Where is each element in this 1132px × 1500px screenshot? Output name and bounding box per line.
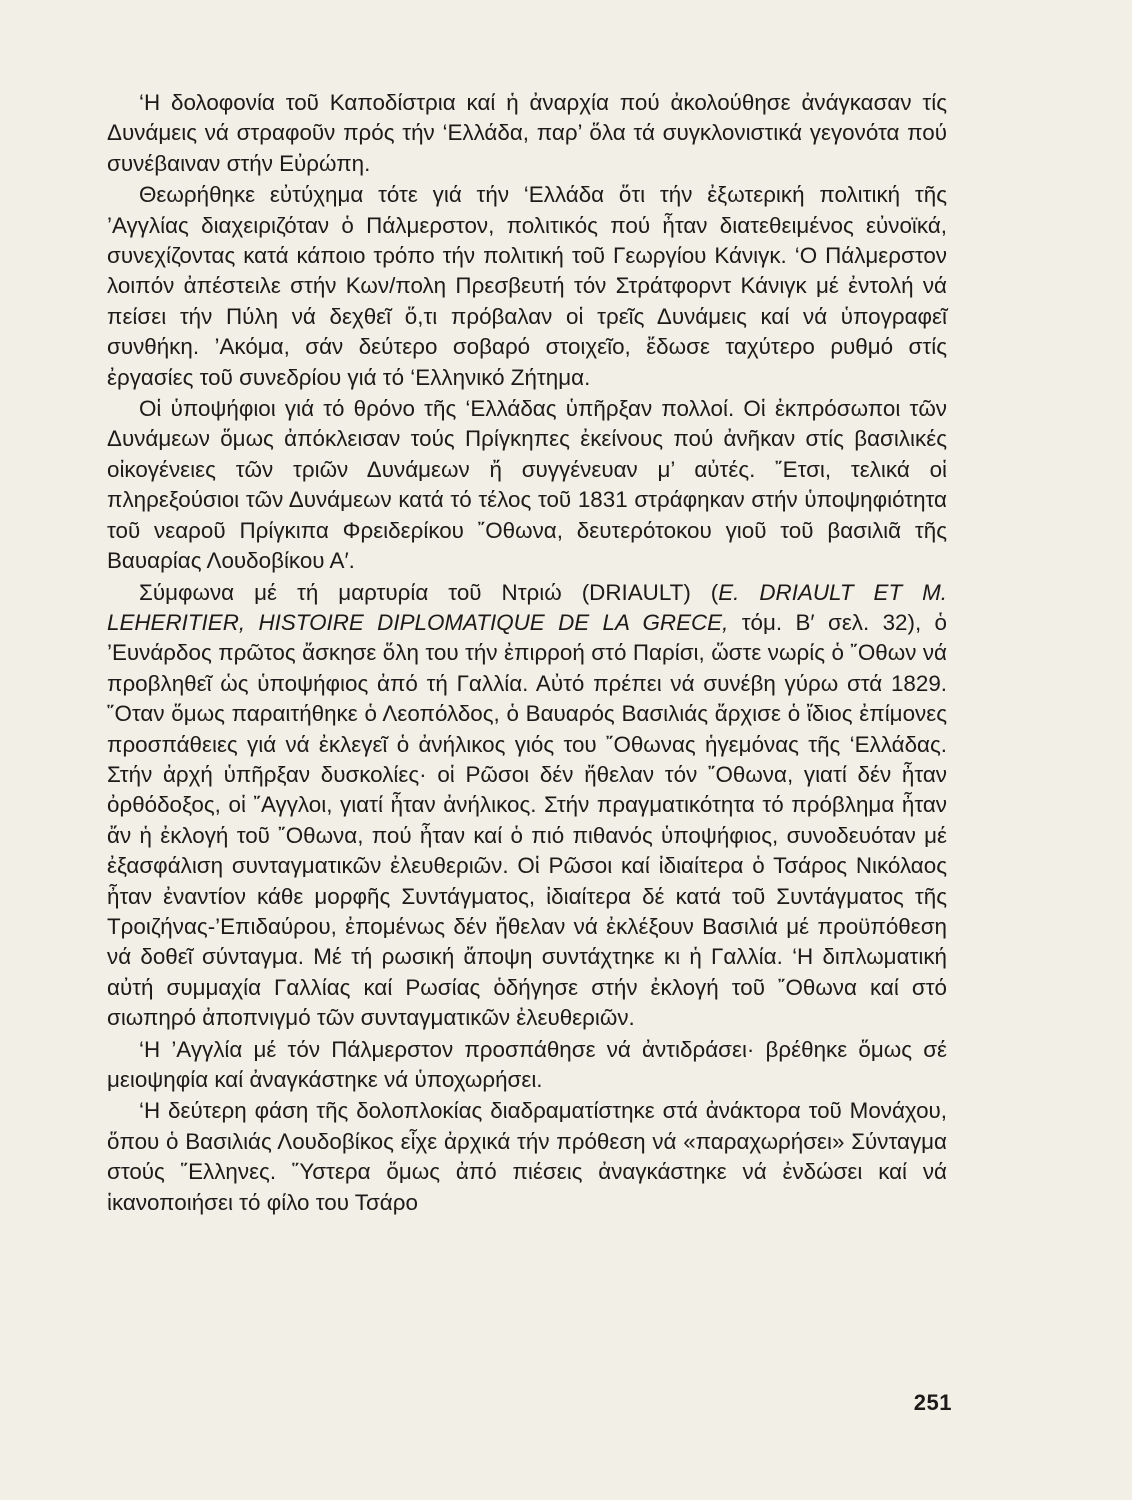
paragraph-palmerston-policy: Θεωρήθηκε εὐτύχημα τότε γιά τήν ‘Ελλάδα ὅτι τήν ἐξωτερική πολιτική τῆς ’Αγγλίας διαχειριζόταν ὁ Πάλμερστον, πολιτικός πού ἦταν διατεθειμένος εὐνοϊκά, συνεχίζοντας κατά κάποιο τρόπο τήν πολιτική τοῦ Γεωργίου Κάνιγκ. ‘Ο Πάλμερστον λοιπόν ἀπέστειλε στήν Κων/πολη Πρεσβευτή τόν Στράτφορντ Κάνιγκ μέ ἐντολή νά πείσει τήν Πύλη νά δεχθεῖ ὅ,τι πρόβαλαν οἱ τρεῖς Δυνάμεις καί νά ὑπογραφεῖ συνθήκη. ’Ακόμα, σάν δεύτερο σοβαρό στοιχεῖο, ἔδωσε ταχύτερο ρυθμό στίς ἐργασίες τοῦ συνεδρίου γιά τό ‘Ελληνικό Ζήτημα.	[107, 182, 947, 390]
paragraph-england-reaction: ‘Η ’Αγγλία μέ τόν Πάλμερστον προσπάθησε νά ἀντιδράσει· βρέθηκε ὅμως σέ μειοψηφία καί ἀναγκάστηκε νά ὑποχωρήσει.	[107, 1036, 947, 1092]
paragraph-capodistrias-assassination: ‘Η δολοφονία τοῦ Καποδίστρια καί ἡ ἀναρχία πού ἀκολούθησε ἀνάγκασαν τίς Δυνάμεις νά στραφοῦν πρός τήν ‘Ελλάδα, παρ’ ὅλα τά συγκλονιστικά γεγονότα πού συνέβαιναν στήν Εὐρώπη.	[107, 90, 947, 176]
page-number: 251	[913, 1390, 952, 1415]
paragraph-driault-testimony	[107, 578, 947, 1034]
paragraph-driault-body: τόμ. Β′ σελ. 32), ὁ ’Ευνάρδος πρῶτος ἄσκησε ὅλη του τήν ἐπιρροή στό Παρίσι, ὥστε νωρίς ὁ ῎Οθων νά προβληθεῖ ὡς ὑποψήφιος ἀπό τή Γαλλία. Αὐτό πρέπει νά συνέβη γύρω στά 1829. ῞Οταν ὅμως παραιτήθηκε ὁ Λεοπόλδος, ὁ Βαυαρός Βασιλιάς ἄρχισε ὁ ἴδιος ἐπίμονες προσπάθειες γιά νά ἐκλεγεῖ ὁ ἀνήλικος γιός του ῎Οθωνας ἡγεμόνας τῆς ‘Ελλάδας. Στήν ἀρχή ὑπῆρξαν δυσκολίες· οἱ Ρῶσοι δέν ἤθελαν τόν ῎Οθωνα, γιατί δέν ἦταν ὀρθόδοξος, οἱ ῎Αγγλοι, γιατί ἦταν ἀνήλικος. Στήν πραγματικότητα τό πρόβλημα ἦταν ἄν ἡ ἐκλογή τοῦ ῎Οθωνα, πού ἦταν καί ὁ πιό πιθανός ὑποψήφιος, συνοδευόταν μέ ἐξασφάλιση συνταγματικῶν ἐλευθεριῶν. Οἱ Ρῶσοι καί ἰδιαίτερα ὁ Τσάρος Νικόλαος ἦταν ἐναντίον κάθε μορφῆς Συντάγματος, ἰδιαίτερα δέ κατά τοῦ Συντάγματος τῆς Τροιζήνας-’Επιδαύρου, ἐπομένως δέν ἤθελαν νά ἐκλέξουν Βασιλιά μέ προϋπόθεση νά δοθεῖ σύνταγμα. Μέ τή ρωσική ἄποψη συντάχτηκε κι ἡ Γαλλία. ‘Η διπλωματική αὐτή συμμαχία Γαλλίας καί Ρωσίας ὁδήγησε στήν ἐκλογή τοῦ ῎Οθωνα καί στό σιωπηρό ἀποπνιγμό τῶν συνταγματικῶν ἐλευθεριῶν.	[107, 609, 947, 1031]
book-page	[107, 88, 947, 1218]
citation-driault-leheritier: E. DRIAULT ET M. LEHERITIER, HISTOIRE DIPLOMATIQUE DE LA GRECE,	[107, 579, 947, 635]
paragraph-throne-candidates: Οἱ ὑποψήφιοι γιά τό θρόνο τῆς ‘Ελλάδας ὑπῆρξαν πολλοί. Οἱ ἐκπρόσωποι τῶν Δυνάμεων ὅμως ἀπόκλεισαν τούς Πρίγκηπες ἐκείνους πού ἀνῆκαν στίς βασιλικές οἰκογένειες τῶν τριῶν Δυνάμεων ἤ συγγένευαν μ’ αὐτές. ῎Ετσι, τελικά οἱ πληρεξούσιοι τῶν Δυνάμεων κατά τό τέλος τοῦ 1831 στράφηκαν στήν ὑποψηφιότητα τοῦ νεαροῦ Πρίγκιπα Φρειδερίκου ῎Οθωνα, δευτερότοκου γιοῦ τοῦ βασιλιᾶ τῆς Βαυαρίας Λουδοβίκου Α′.	[107, 396, 947, 574]
paragraph-driault-lead: Σύμφωνα μέ τή μαρτυρία τοῦ Ντριώ (DRIAULT) (	[139, 579, 719, 605]
paragraph-munich-intrigue: ‘Η δεύτερη φάση τῆς δολοπλοκίας διαδραματίστηκε στά ἀνάκτορα τοῦ Μονάχου, ὅπου ὁ Βασιλιάς Λουδοβίκος εἶχε ἀρχικά τήν πρόθεση νά «παραχωρήσει» Σύνταγμα στούς ῞Ελληνες. ῞Υστερα ὅμως ἀπό πιέσεις ἀναγκάστηκε νά ἐνδώσει καί νά ἱκανοποιήσει τό φίλο του Τσάρο	[107, 1098, 947, 1215]
